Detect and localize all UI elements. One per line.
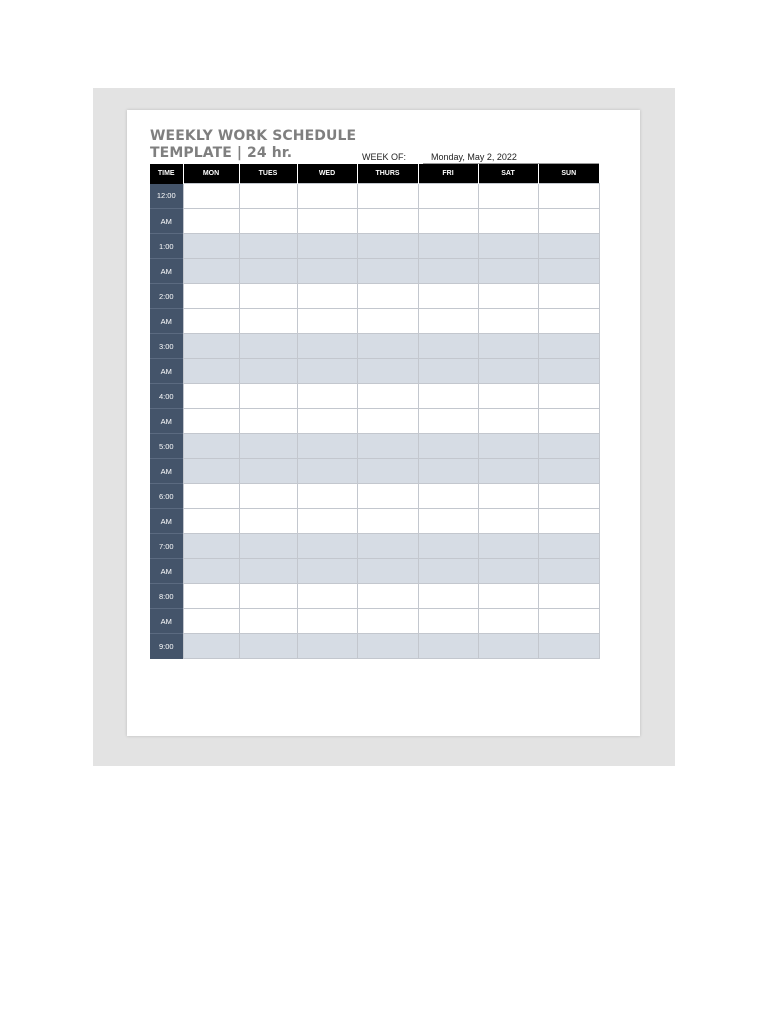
schedule-cell[interactable]: [538, 309, 599, 334]
schedule-cell[interactable]: [418, 259, 478, 284]
schedule-cell[interactable]: [478, 409, 538, 434]
schedule-cell[interactable]: [183, 209, 239, 234]
schedule-cell[interactable]: [297, 459, 357, 484]
schedule-cell[interactable]: [239, 509, 297, 534]
table-row: [150, 359, 599, 384]
schedule-cell[interactable]: [478, 359, 538, 384]
schedule-cell[interactable]: [297, 409, 357, 434]
time-label: AM: [150, 359, 183, 384]
schedule-cell[interactable]: [297, 384, 357, 409]
table-row: [150, 334, 599, 359]
schedule-cell[interactable]: [418, 509, 478, 534]
schedule-cell[interactable]: [183, 234, 239, 259]
schedule-cell[interactable]: [357, 534, 418, 559]
time-label: 1:00: [150, 234, 183, 259]
table-row: [150, 234, 599, 259]
schedule-cell[interactable]: [357, 309, 418, 334]
schedule-cell[interactable]: [239, 634, 297, 659]
week-of-label: WEEK OF:: [362, 152, 407, 162]
table-row: [150, 584, 599, 609]
header-time: TIME: [150, 164, 183, 184]
schedule-cell[interactable]: [183, 309, 239, 334]
table-row: [150, 209, 599, 234]
schedule-cell[interactable]: [478, 384, 538, 409]
schedule-cell[interactable]: [418, 384, 478, 409]
schedule-cell[interactable]: [418, 434, 478, 459]
schedule-cell[interactable]: [538, 409, 599, 434]
schedule-cell[interactable]: [297, 334, 357, 359]
header-mon: MON: [183, 164, 239, 184]
schedule-cell[interactable]: [538, 509, 599, 534]
schedule-cell[interactable]: [297, 634, 357, 659]
schedule-cell[interactable]: [538, 459, 599, 484]
schedule-cell[interactable]: [297, 184, 357, 209]
schedule-cell[interactable]: [418, 584, 478, 609]
table-row: [150, 284, 599, 309]
schedule-cell[interactable]: [418, 284, 478, 309]
schedule-cell[interactable]: [357, 334, 418, 359]
schedule-cell[interactable]: [357, 434, 418, 459]
schedule-cell[interactable]: [357, 359, 418, 384]
schedule-cell[interactable]: [478, 209, 538, 234]
time-label: AM: [150, 459, 183, 484]
schedule-cell[interactable]: [538, 209, 599, 234]
schedule-cell[interactable]: [538, 484, 599, 509]
schedule-cell[interactable]: [239, 259, 297, 284]
schedule-cell[interactable]: [357, 409, 418, 434]
schedule-cell[interactable]: [297, 284, 357, 309]
schedule-cell[interactable]: [538, 284, 599, 309]
schedule-cell[interactable]: [239, 609, 297, 634]
schedule-cell[interactable]: [357, 509, 418, 534]
schedule-cell[interactable]: [357, 609, 418, 634]
time-label: AM: [150, 409, 183, 434]
schedule-cell[interactable]: [418, 309, 478, 334]
schedule-cell[interactable]: [183, 584, 239, 609]
schedule-cell[interactable]: [183, 284, 239, 309]
schedule-cell[interactable]: [478, 559, 538, 584]
table-row: [150, 259, 599, 284]
table-row: [150, 559, 599, 584]
schedule-cell[interactable]: [418, 459, 478, 484]
title-line-2: TEMPLATE | 24 hr.: [150, 145, 293, 161]
schedule-cell[interactable]: [418, 559, 478, 584]
schedule-cell[interactable]: [538, 359, 599, 384]
schedule-cell[interactable]: [478, 284, 538, 309]
schedule-cell[interactable]: [357, 484, 418, 509]
schedule-cell[interactable]: [357, 209, 418, 234]
header-tues: TUES: [239, 164, 297, 184]
table-row: [150, 409, 599, 434]
schedule-cell[interactable]: [357, 259, 418, 284]
schedule-cell[interactable]: [239, 484, 297, 509]
schedule-cell[interactable]: [239, 434, 297, 459]
table-row: [150, 184, 599, 209]
schedule-cell[interactable]: [478, 634, 538, 659]
schedule-cell[interactable]: [418, 234, 478, 259]
header-row: [150, 164, 599, 184]
schedule-cell[interactable]: [239, 284, 297, 309]
schedule-cell[interactable]: [183, 484, 239, 509]
schedule-cell[interactable]: [357, 559, 418, 584]
schedule-cell[interactable]: [418, 534, 478, 559]
schedule-table: [150, 164, 600, 659]
schedule-cell[interactable]: [239, 534, 297, 559]
schedule-cell[interactable]: [239, 359, 297, 384]
schedule-cell[interactable]: [418, 184, 478, 209]
schedule-cell[interactable]: [418, 359, 478, 384]
time-label: 7:00: [150, 534, 183, 559]
document-page: [127, 110, 640, 736]
schedule-cell[interactable]: [183, 634, 239, 659]
schedule-cell[interactable]: [478, 609, 538, 634]
schedule-cell[interactable]: [538, 334, 599, 359]
schedule-cell[interactable]: [297, 309, 357, 334]
schedule-cell[interactable]: [538, 234, 599, 259]
time-label: 3:00: [150, 334, 183, 359]
header-sat: SAT: [478, 164, 538, 184]
time-label: 12:00: [150, 184, 183, 209]
schedule-cell[interactable]: [478, 334, 538, 359]
schedule-cell[interactable]: [239, 559, 297, 584]
schedule-cell[interactable]: [239, 184, 297, 209]
time-label: AM: [150, 609, 183, 634]
time-label: AM: [150, 559, 183, 584]
schedule-cell[interactable]: [478, 459, 538, 484]
schedule-cell[interactable]: [183, 434, 239, 459]
table-row: [150, 484, 599, 509]
time-label: 8:00: [150, 584, 183, 609]
schedule-cell[interactable]: [297, 509, 357, 534]
time-label: AM: [150, 509, 183, 534]
schedule-cell[interactable]: [183, 359, 239, 384]
schedule-cell[interactable]: [297, 209, 357, 234]
header-wed: WED: [297, 164, 357, 184]
schedule-cell[interactable]: [418, 334, 478, 359]
schedule-cell[interactable]: [357, 234, 418, 259]
schedule-cell[interactable]: [538, 584, 599, 609]
table-row: [150, 634, 599, 659]
table-row: [150, 309, 599, 334]
time-label: AM: [150, 209, 183, 234]
schedule-cell[interactable]: [418, 484, 478, 509]
schedule-cell[interactable]: [183, 334, 239, 359]
schedule-cell[interactable]: [183, 184, 239, 209]
header-sun: SUN: [538, 164, 599, 184]
time-label: AM: [150, 259, 183, 284]
schedule-cell[interactable]: [478, 434, 538, 459]
time-label: 4:00: [150, 384, 183, 409]
schedule-cell[interactable]: [183, 509, 239, 534]
table-row: [150, 434, 599, 459]
schedule-cell[interactable]: [478, 484, 538, 509]
schedule-cell[interactable]: [538, 534, 599, 559]
schedule-cell[interactable]: [538, 184, 599, 209]
time-label: 6:00: [150, 484, 183, 509]
schedule-cell[interactable]: [297, 259, 357, 284]
schedule-cell[interactable]: [538, 259, 599, 284]
schedule-cell[interactable]: [239, 409, 297, 434]
schedule-cell[interactable]: [239, 334, 297, 359]
header-thurs: THURS: [357, 164, 418, 184]
schedule-cell[interactable]: [478, 509, 538, 534]
time-label: 5:00: [150, 434, 183, 459]
week-of-value: Monday, May 2, 2022: [431, 152, 517, 162]
schedule-cell[interactable]: [357, 384, 418, 409]
title-line-1: WEEKLY WORK SCHEDULE: [150, 128, 357, 144]
schedule-cell[interactable]: [239, 309, 297, 334]
schedule-cell[interactable]: [297, 534, 357, 559]
schedule-cell[interactable]: [297, 609, 357, 634]
schedule-cell[interactable]: [239, 584, 297, 609]
schedule-cell[interactable]: [297, 584, 357, 609]
schedule-cell[interactable]: [478, 584, 538, 609]
table-row: [150, 384, 599, 409]
table-row: [150, 459, 599, 484]
schedule-cell[interactable]: [239, 459, 297, 484]
schedule-cell[interactable]: [478, 259, 538, 284]
schedule-cell[interactable]: [183, 609, 239, 634]
schedule-cell[interactable]: [478, 309, 538, 334]
schedule-cell[interactable]: [538, 609, 599, 634]
schedule-cell[interactable]: [183, 459, 239, 484]
time-label: AM: [150, 309, 183, 334]
schedule-cell[interactable]: [538, 634, 599, 659]
schedule-cell[interactable]: [357, 459, 418, 484]
schedule-cell[interactable]: [538, 434, 599, 459]
time-label: 2:00: [150, 284, 183, 309]
schedule-cell[interactable]: [183, 559, 239, 584]
schedule-cell[interactable]: [183, 259, 239, 284]
schedule-cell[interactable]: [239, 209, 297, 234]
table-row: [150, 609, 599, 634]
schedule-cell[interactable]: [478, 534, 538, 559]
schedule-cell[interactable]: [418, 409, 478, 434]
header-fri: FRI: [418, 164, 478, 184]
schedule-cell[interactable]: [239, 384, 297, 409]
schedule-cell[interactable]: [297, 559, 357, 584]
schedule-cell[interactable]: [538, 559, 599, 584]
schedule-cell[interactable]: [183, 534, 239, 559]
schedule-cell[interactable]: [357, 184, 418, 209]
schedule-cell[interactable]: [297, 234, 357, 259]
schedule-cell[interactable]: [183, 384, 239, 409]
schedule-cell[interactable]: [478, 184, 538, 209]
schedule-cell[interactable]: [357, 284, 418, 309]
time-label: 9:00: [150, 634, 183, 659]
schedule-cell[interactable]: [418, 209, 478, 234]
schedule-body: [150, 184, 599, 659]
schedule-cell[interactable]: [183, 409, 239, 434]
schedule-cell[interactable]: [297, 359, 357, 384]
schedule-cell[interactable]: [357, 634, 418, 659]
schedule-cell[interactable]: [297, 434, 357, 459]
table-row: [150, 534, 599, 559]
document-title: [150, 128, 356, 162]
schedule-cell[interactable]: [357, 584, 418, 609]
schedule-cell[interactable]: [538, 384, 599, 409]
schedule-cell[interactable]: [478, 234, 538, 259]
schedule-cell[interactable]: [297, 484, 357, 509]
schedule-cell[interactable]: [418, 634, 478, 659]
schedule-cell[interactable]: [418, 609, 478, 634]
table-row: [150, 509, 599, 534]
schedule-cell[interactable]: [239, 234, 297, 259]
